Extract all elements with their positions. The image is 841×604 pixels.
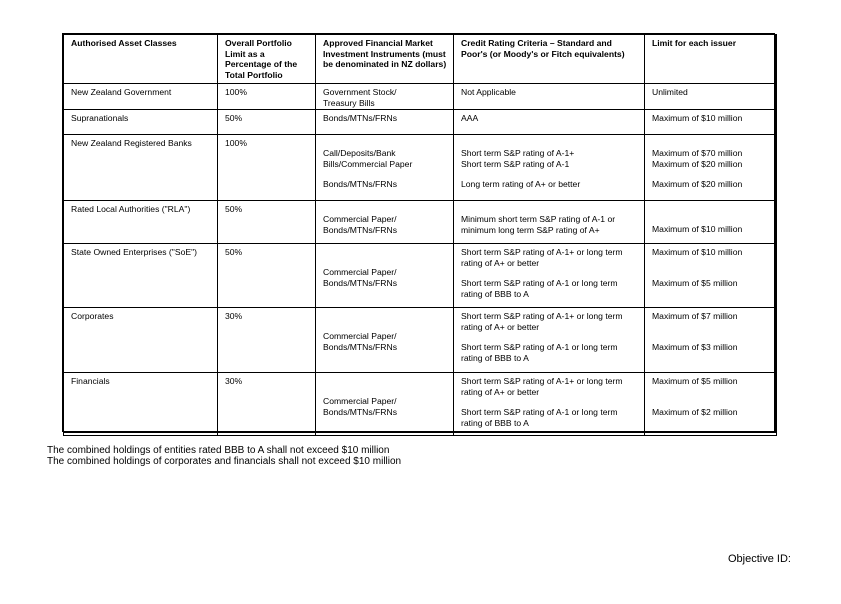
portfolio-limit-cell: 50% — [218, 110, 316, 135]
instrument-line: Bonds/MTNs/FRNs — [323, 179, 398, 190]
asset-class-cell: State Owned Enterprises ("SoE") — [64, 244, 218, 308]
header-issuer-limit: Limit for each issuer — [645, 35, 777, 84]
criteria-line: Short term S&P rating of A-1+ or long term — [461, 311, 623, 322]
issuer-limit-line: Maximum of $7 million — [652, 311, 738, 322]
instrument-line: Bonds/MTNs/FRNs — [323, 406, 398, 417]
criteria-line: rating of A+ or better — [461, 257, 540, 268]
instrument-line: Treasury Bills — [323, 97, 375, 108]
issuer-limit-line: Maximum of $10 million — [652, 113, 743, 124]
asset-class-cell: New Zealand Registered Banks — [64, 135, 218, 201]
criteria-line: rating of A+ or better — [461, 321, 540, 332]
criteria-line: rating of BBB to A — [461, 288, 529, 299]
instruments-cell — [316, 373, 454, 436]
criteria-cell — [454, 308, 645, 373]
asset-class-cell: New Zealand Government — [64, 84, 218, 110]
table-row — [64, 308, 777, 373]
asset-class-cell: Supranationals — [64, 110, 218, 135]
instrument-line: Commercial Paper/ — [323, 267, 397, 278]
table-row — [64, 110, 777, 135]
instruments-cell — [316, 84, 454, 110]
issuer-limit-line: Maximum of $20 million — [652, 158, 743, 169]
objective-id-label: Objective ID: — [728, 553, 791, 565]
criteria-line: Long term rating of A+ or better — [461, 179, 581, 190]
instruments-cell — [316, 110, 454, 135]
table-row — [64, 84, 777, 110]
asset-class-cell: Rated Local Authorities ("RLA") — [64, 201, 218, 244]
table-row — [64, 135, 777, 201]
issuer-limit-line: Unlimited — [652, 87, 688, 97]
instruments-cell — [316, 244, 454, 308]
issuer-limit-cell — [645, 373, 777, 436]
issuer-limit-cell — [645, 308, 777, 373]
issuer-limit-line: Maximum of $2 million — [652, 406, 738, 417]
note-corporates-financials: The combined holdings of corporates and financials shall not exceed $10 million — [47, 456, 402, 467]
instrument-line: Government Stock/ — [323, 87, 397, 97]
criteria-line: Short term S&P rating of A-1+ or long term — [461, 247, 623, 258]
criteria-line: Not Applicable — [461, 87, 516, 97]
instruments-cell — [316, 308, 454, 373]
criteria-line: minimum long term S&P rating of A+ — [461, 224, 600, 235]
issuer-limit-line: Maximum of $5 million — [652, 277, 738, 288]
table-row — [64, 373, 777, 436]
note-bbb-holdings: The combined holdings of entities rated BBB to A shall not exceed $10 million — [47, 445, 390, 456]
portfolio-limit-cell: 30% — [218, 308, 316, 373]
criteria-line: rating of A+ or better — [461, 386, 540, 397]
criteria-cell — [454, 135, 645, 201]
criteria-line: rating of BBB to A — [461, 352, 529, 363]
criteria-line: Short term S&P rating of A-1 — [461, 158, 570, 169]
header-asset-classes: Authorised Asset Classes — [64, 35, 218, 84]
table-header-row — [64, 35, 777, 84]
asset-class-cell: Financials — [64, 373, 218, 436]
issuer-limit-cell — [645, 135, 777, 201]
issuer-limit-line: Maximum of $10 million — [652, 247, 743, 258]
issuer-limit-line: Maximum of $5 million — [652, 376, 738, 387]
issuer-limit-line: Maximum of $70 million — [652, 148, 743, 159]
criteria-line: Short term S&P rating of A-1 or long term — [461, 407, 618, 418]
investment-policy-table — [63, 34, 777, 436]
criteria-cell — [454, 373, 645, 436]
instrument-line: Bonds/MTNs/FRNs — [323, 113, 398, 124]
criteria-line: Short term S&P rating of A-1 or long term — [461, 342, 618, 353]
header-credit-criteria: Credit Rating Criteria – Standard and Poor's (or Moody's or Fitch equivalents) — [454, 35, 645, 84]
instrument-line: Commercial Paper/ — [323, 214, 397, 225]
asset-class-cell: Corporates — [64, 308, 218, 373]
issuer-limit-line: Maximum of $3 million — [652, 341, 738, 352]
instrument-line: Bonds/MTNs/FRNs — [323, 341, 398, 352]
instrument-line: Bills/Commercial Paper — [323, 158, 413, 169]
portfolio-limit-cell: 100% — [218, 84, 316, 110]
table-row — [64, 244, 777, 308]
instrument-line: Bonds/MTNs/FRNs — [323, 277, 398, 288]
portfolio-limit-cell: 30% — [218, 373, 316, 436]
criteria-line: Short term S&P rating of A-1+ or long term — [461, 376, 623, 387]
investment-policy-table-frame — [62, 33, 775, 432]
issuer-limit-cell — [645, 110, 777, 135]
instruments-cell — [316, 201, 454, 244]
issuer-limit-cell — [645, 84, 777, 110]
header-instruments: Approved Financial Market Investment Instruments (must be denominated in NZ dollars) — [316, 35, 454, 84]
criteria-cell — [454, 84, 645, 110]
instrument-line: Commercial Paper/ — [323, 331, 397, 342]
criteria-line: Short term S&P rating of A-1 or long term — [461, 278, 618, 289]
criteria-line: AAA — [461, 113, 479, 124]
issuer-limit-line: Maximum of $10 million — [652, 224, 743, 235]
instrument-line: Call/Deposits/Bank — [323, 148, 396, 159]
portfolio-limit-cell: 50% — [218, 201, 316, 244]
criteria-line: rating of BBB to A — [461, 417, 529, 428]
criteria-line: Short term S&P rating of A-1+ — [461, 148, 575, 159]
header-portfolio-limit: Overall Portfolio Limit as a Percentage of the Total Portfolio — [218, 35, 316, 84]
criteria-line: Minimum short term S&P rating of A-1 or — [461, 214, 616, 225]
criteria-cell — [454, 110, 645, 135]
issuer-limit-cell — [645, 201, 777, 244]
criteria-cell — [454, 244, 645, 308]
criteria-cell — [454, 201, 645, 244]
instruments-cell — [316, 135, 454, 201]
table-row — [64, 201, 777, 244]
issuer-limit-line: Maximum of $20 million — [652, 179, 743, 190]
issuer-limit-cell — [645, 244, 777, 308]
portfolio-limit-cell: 50% — [218, 244, 316, 308]
instrument-line: Bonds/MTNs/FRNs — [323, 224, 398, 235]
portfolio-limit-cell: 100% — [218, 135, 316, 201]
instrument-line: Commercial Paper/ — [323, 396, 397, 407]
